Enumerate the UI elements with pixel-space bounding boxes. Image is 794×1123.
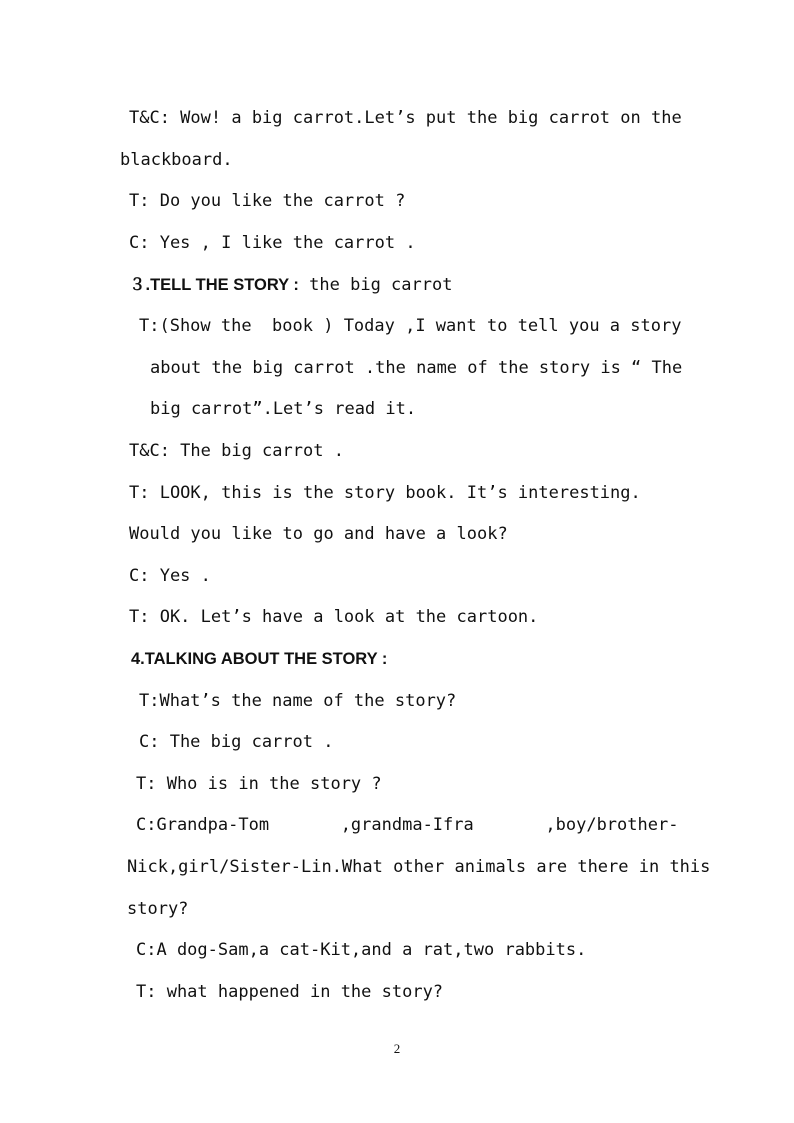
text-line: about the big carrot .the name of the story is “ The	[150, 358, 683, 378]
text-line: C: The big carrot .	[139, 732, 334, 752]
text-line: T: Who is in the story ?	[136, 774, 382, 794]
text-line: T: OK. Let’s have a look at the cartoon.	[129, 607, 539, 627]
text-line: T:What’s the name of the story?	[139, 691, 457, 711]
text-line: C: Yes .	[129, 566, 211, 586]
section-heading-4: 4.TALKING ABOUT THE STORY :	[131, 650, 388, 668]
text-line: C: Yes , I like the carrot .	[129, 233, 416, 253]
text-line: big carrot”.Let’s read it.	[150, 399, 417, 419]
text-line: T: Do you like the carrot ?	[129, 191, 406, 211]
text-line: Would you like to go and have a look?	[129, 524, 508, 544]
section-heading-rest: the big carrot	[298, 275, 453, 295]
text-line: story?	[127, 899, 189, 919]
section-heading-3	[129, 275, 452, 295]
text-line: Nick,girl/Sister-Lin.What other animals are there in this	[127, 857, 711, 877]
text-line: T: what happened in the story?	[136, 982, 444, 1002]
text-line: blackboard.	[120, 150, 233, 170]
page-number: 2	[393, 1041, 401, 1056]
text-line: T:(Show the book ) Today ,I want to tell you a story	[139, 316, 682, 336]
section-heading-label: ３.TELL THE STORY :	[129, 276, 299, 294]
text-line: T&C: Wow! a big carrot.Let’s put the big carrot on the	[129, 108, 682, 128]
text-line: C:A dog-Sam,a cat-Kit,and a rat,two rabbits.	[136, 940, 587, 960]
text-line: T&C: The big carrot .	[129, 441, 344, 461]
text-line: T: LOOK, this is the story book. It’s interesting.	[129, 483, 641, 503]
text-line: C:Grandpa-Tom ,grandma-Ifra ,boy/brother-	[136, 815, 679, 835]
